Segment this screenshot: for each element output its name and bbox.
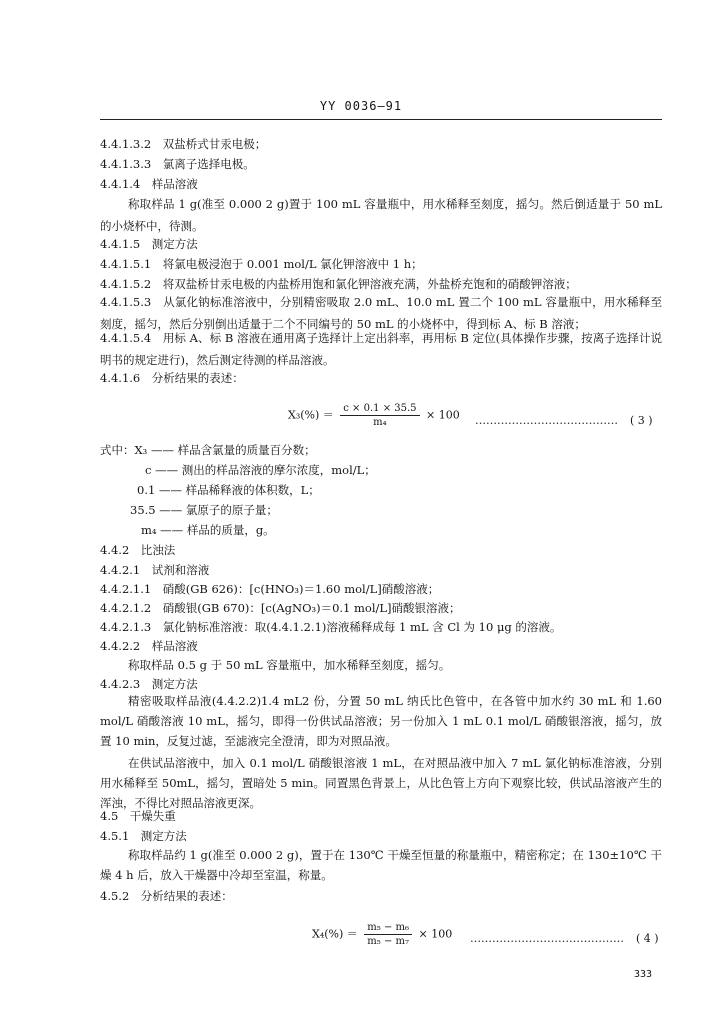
clause-4-4-1-3-3: 4.4.1.3.3 氯离子选择电极。 xyxy=(100,157,255,171)
clause-4-4-2-2: 4.4.2.2 样品溶液 xyxy=(100,639,198,653)
clause-4-4-1-5-3: 4.4.1.5.3 从氯化钠标准溶液中，分别精密吸取 2.0 mL、10.0 mL 置二个 100 mL 容量瓶中，用水稀释至刻度，摇匀，然后分别倒出适量于二个不同编号的 50 mL 的小烧杯中，得到标 A、标 B 溶液； xyxy=(100,295,662,331)
clause-4-4-1-4: 4.4.1.4 样品溶液 xyxy=(100,177,198,191)
formula-3-numerator: c × 0.1 × 35.5 xyxy=(340,403,419,416)
formula-4-numerator: m₅ − m₆ xyxy=(364,922,412,935)
standard-header: YY 0036—91 xyxy=(319,99,403,113)
where-35-5: 35.5 —— 氯原子的原子量； xyxy=(130,503,278,517)
where-lead: 式中： xyxy=(100,443,135,457)
clause-4-4-1-5-4: 4.4.1.5.4 用标 A、标 B 溶液在通用离子选择计上定出斜率，再用标 B 定位(具体操作步骤，按离子选择计说明书的规定进行)，然后测定待测的样品溶液。 xyxy=(100,331,662,367)
page-number: 333 xyxy=(634,969,653,980)
formula-4-lhs: X₄(%) ＝ xyxy=(312,927,358,941)
formula-4-number: ( 4 ) xyxy=(636,932,659,945)
clause-4-4-1-3-2: 4.4.1.3.2 双盐桥式甘汞电极； xyxy=(100,137,267,151)
clause-4-4-2-1-3: 4.4.2.1.3 氯化钠标准溶液：取(4.4.1.2.1)溶液稀释成每 1 mL 含 Cl 为 10 μg 的溶液。 xyxy=(100,620,562,634)
clause-4-4-2-3: 4.4.2.3 测定方法 xyxy=(100,677,198,691)
formula-4-fraction xyxy=(364,922,412,947)
formula-3 xyxy=(288,403,460,428)
clause-4-4-1-5-2: 4.4.1.5.2 将双盐桥甘汞电极的内盐桥用饱和氯化钾溶液充满，外盐桥充饱和的硝酸钾溶液； xyxy=(100,277,577,291)
clause-4-4-2-1: 4.4.2.1 试剂和溶液 xyxy=(100,563,210,577)
formula-3-tail: × 100 xyxy=(426,408,460,422)
clause-4-5-2: 4.5.2 分析结果的表述： xyxy=(100,889,233,903)
clause-4-5-1-paragraph: 称取样品约 1 g(准至 0.000 2 g)，置于在 130℃ 干燥至恒量的称量瓶中，精密称定；在 130±10℃ 干燥 4 h 后，放入干燥器中冷却至室温，称量。 xyxy=(100,848,662,882)
clause-4-4-2-1-2: 4.4.2.1.2 硝酸银(GB 670)：[c(AgNO₃)＝0.1 mol/L]硝酸银溶液； xyxy=(100,601,461,615)
sample-solution-paragraph: 称取样品 1 g(准至 0.000 2 g)置于 100 mL 容量瓶中，用水稀释至刻度，摇匀。然后倒适量于 50 mL 的小烧杯中，待测。 xyxy=(100,197,662,233)
clause-4-4-2-1-1: 4.4.2.1.1 硝酸(GB 626)：[c(HNO₃)＝1.60 mol/L]硝酸溶液； xyxy=(100,582,440,596)
formula-4-leader-dots: …………………………………… xyxy=(470,932,624,945)
clause-4-4-2-3-paragraph-2: 在供试品溶液中，加入 0.1 mol/L 硝酸银溶液 1 mL，在对照品液中加入 7 mL 氯化钠标准溶液，分别用水稀释至 50mL，摇匀，置暗处 5 min。同置黑色背景上，从比色管上方向下观察比较，供试品溶液产生的浑浊，不得比对照品溶液更深。 xyxy=(100,756,662,810)
where-0-1: 0.1 —— 样品稀释液的体积数，L； xyxy=(137,483,320,497)
clause-4-4-1-6: 4.4.1.6 分析结果的表述： xyxy=(100,371,244,385)
where-c: c —— 测出的样品溶液的摩尔浓度，mol/L； xyxy=(145,463,376,477)
formula-4 xyxy=(312,922,452,947)
clause-4-4-2-2-paragraph: 称取样品 0.5 g 于 50 mL 容量瓶中，加水稀释至刻度，摇匀。 xyxy=(128,658,451,672)
formula-4-denominator: m₅ − m₇ xyxy=(367,936,409,947)
where-m4: m₄ —— 样品的质量，g。 xyxy=(141,523,275,537)
formula-3-leader-dots: ………………………………… xyxy=(475,414,618,427)
clause-4-5: 4.5 干燥失重 xyxy=(100,809,176,823)
clause-4-4-2: 4.4.2 比浊法 xyxy=(100,543,176,557)
where-lead-x3 xyxy=(100,443,316,457)
formula-4-tail: × 100 xyxy=(418,927,453,941)
formula-3-fraction xyxy=(340,403,419,428)
clause-4-5-1: 4.5.1 测定方法 xyxy=(100,829,187,843)
where-x3: X₃ —— 样品含氯量的质量百分数； xyxy=(134,443,316,457)
clause-4-4-1-5: 4.4.1.5 测定方法 xyxy=(100,237,198,251)
formula-3-denominator: m₄ xyxy=(373,417,387,428)
formula-3-number: ( 3 ) xyxy=(630,414,653,427)
formula-3-lhs: X₃(%) ＝ xyxy=(288,408,334,422)
clause-4-4-2-3-paragraph-1: 精密吸取样品液(4.4.2.2)1.4 mL2 份，分置 50 mL 纳氏比色管中，在各管中加水约 30 mL 和 1.60 mol/L 硝酸溶液 10 mL，摇匀，即得一份供试品溶液；另一份加入 1 mL 0.1 mol/L 硝酸银溶液，摇匀，放置 10 min，反复过滤，至滤液完全澄清，即为对照品液。 xyxy=(100,694,662,748)
header-rule xyxy=(100,119,662,120)
clause-4-4-1-5-1: 4.4.1.5.1 将氯电极浸泡于 0.001 mol/L 氯化钾溶液中 1 h； xyxy=(100,257,423,271)
